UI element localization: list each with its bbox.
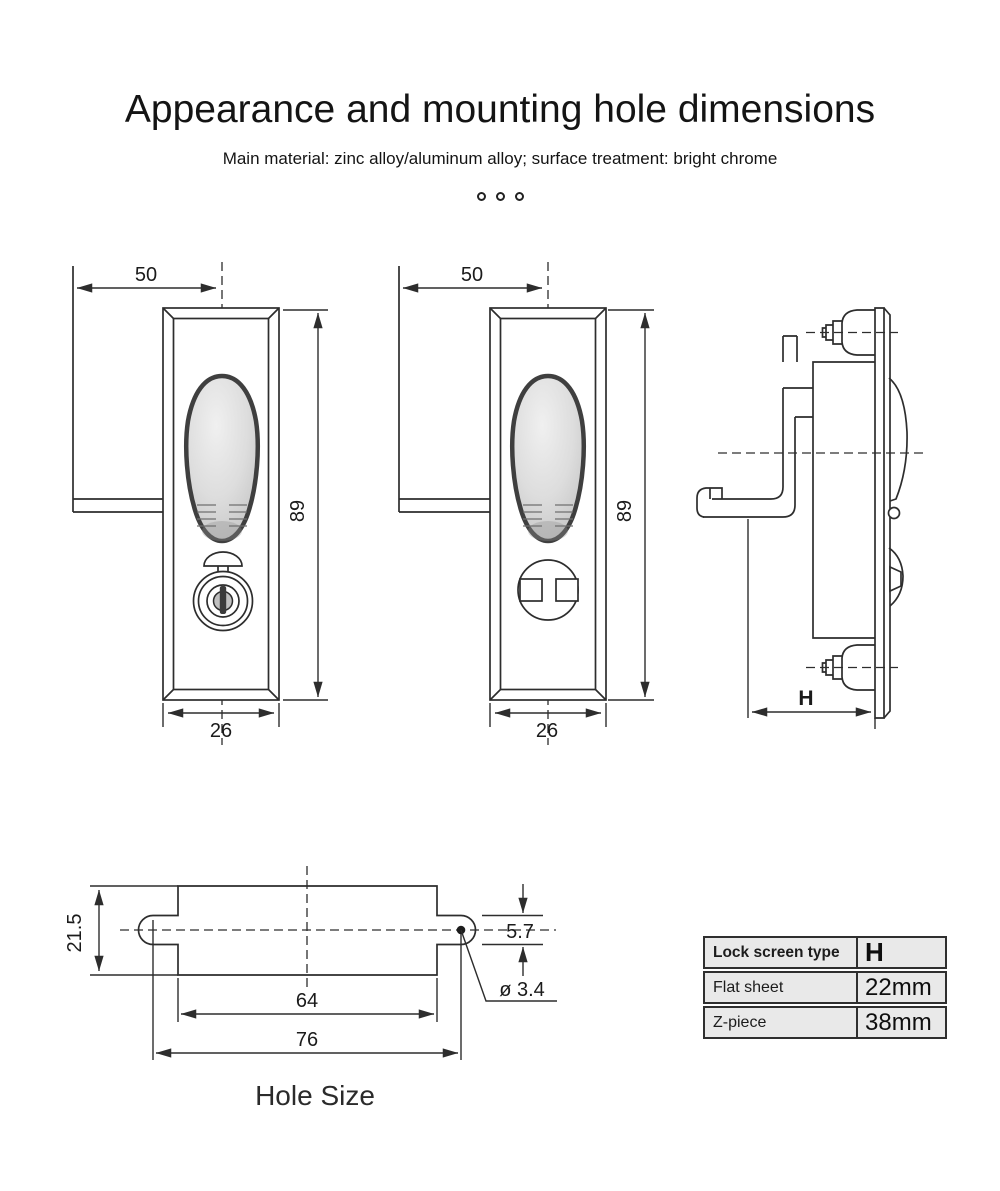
cylinder-slot <box>890 567 901 591</box>
dimension-89-label: 89 <box>287 499 309 523</box>
button-shadow <box>528 521 568 541</box>
dimension-H-label: H <box>798 687 814 710</box>
hole-drawing <box>64 866 557 1060</box>
dimension-26-label: 26 <box>209 720 233 742</box>
table-row <box>703 1006 947 1039</box>
hole-size-caption: Hole Size <box>255 1080 375 1111</box>
detent-hole <box>889 508 900 519</box>
dimension-5.7-label: 5.7 <box>506 921 534 943</box>
front-view-slot <box>399 262 654 745</box>
keyhole-slot <box>220 586 226 614</box>
button-profile <box>889 378 907 501</box>
dimension-21.5-label: 21.5 <box>64 913 86 953</box>
button-shadow <box>202 521 242 541</box>
face-plate <box>875 308 884 718</box>
table-row-label: Z-piece <box>705 1008 858 1037</box>
upper-tab <box>783 336 797 362</box>
table-header-label: Lock screen type <box>705 938 858 967</box>
dimension-89-label: 89 <box>614 499 636 523</box>
dimension-26-label: 26 <box>535 720 559 742</box>
table-row-label: Flat sheet <box>705 973 858 1002</box>
table-row-value: 38mm <box>865 1008 932 1036</box>
table-row-value: 22mm <box>865 973 932 1001</box>
separator-dot-icon <box>496 192 505 201</box>
side-view <box>697 308 928 729</box>
push-button <box>512 376 584 541</box>
insert-notch-right <box>556 579 578 601</box>
dimension-76-label: 76 <box>295 1029 319 1051</box>
dimension-diameter-label: ø 3.4 <box>499 979 545 1001</box>
page-subtitle: Main material: zinc alloy/aluminum alloy; surface treatment: bright chrome <box>222 149 778 168</box>
separator-dots <box>0 192 1000 201</box>
lock-housing <box>813 362 875 638</box>
dimension-50-label: 50 <box>134 264 158 286</box>
push-button <box>186 376 258 541</box>
table-header-value: H <box>865 937 884 967</box>
spec-table <box>703 936 947 1041</box>
insert-notch-left <box>520 579 542 601</box>
front-view-key <box>73 262 328 745</box>
separator-dot-icon <box>477 192 486 201</box>
dimension-50-label: 50 <box>460 264 484 286</box>
cam-hook <box>697 488 722 517</box>
separator-dot-icon <box>515 192 524 201</box>
page-title: Appearance and mounting hole dimensions <box>124 88 876 131</box>
table-header-row <box>703 936 947 969</box>
table-row <box>703 971 947 1004</box>
dimension-64-label: 64 <box>295 990 319 1012</box>
